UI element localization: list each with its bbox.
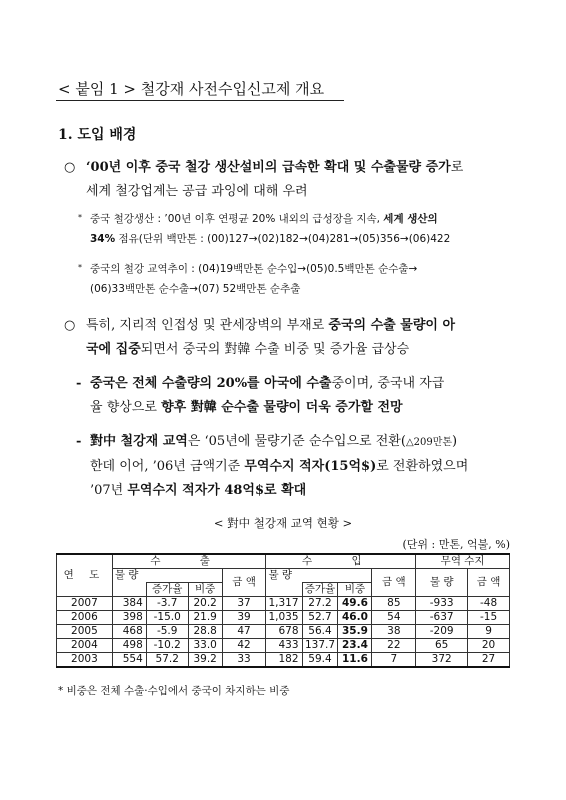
note-2-line-1 [78,258,417,279]
text: 중이며, 중국내 자급 [331,376,445,391]
cell: 56.4 [302,625,338,639]
dash-item-1-line-1 [76,372,444,396]
text: 로 전환하였으며 [376,459,469,474]
text: ) [452,434,458,449]
text: 점유(단위 백만톤 : (00)127→(02)182→(04)281→(05)356→(06)422 [115,233,451,245]
note-2-line-2: (06)33백만톤 순수출→(07) 52백만톤 순추출 [90,283,301,295]
header-blank [112,583,146,597]
emphasis-text: 무역수지 적자(15억$) [244,459,377,474]
header-export-amount: 금 액 [222,569,266,597]
header-text: 연 도 [63,569,106,581]
emphasis-text: 세계 생산의 [383,213,438,225]
cell: 554 [112,653,146,668]
cell: 33 [222,653,266,668]
trade-table [56,553,510,668]
emphasis-text: 對中 철강재 교역 [90,434,188,449]
cell: 28.8 [188,625,222,639]
note-1 [78,208,450,249]
header-balance-volume: 물 량 [416,569,468,597]
cell-year: 2004 [57,639,113,653]
table-unit: (단위 : 만톤, 억불, %) [402,538,510,551]
text: ’07년 [90,483,128,498]
cell: 182 [266,653,302,668]
cell: -10.2 [146,639,188,653]
dash-item-2-line-3 [76,479,468,503]
cell: 38 [372,625,416,639]
cell: 35.9 [338,625,372,639]
cell: -3.7 [146,597,188,611]
dash-item-2-line-1 [76,430,468,455]
bullet-circle: ○ [64,318,76,333]
header-import-growth: 증가율 [302,583,338,597]
header-import-share: 비중 [338,583,372,597]
cell: 384 [112,597,146,611]
cell: 54 [372,611,416,625]
text: 로 [450,160,464,175]
text: 중국의 철강 교역추이 : (04)19백만톤 순수입→(05)0.5백만톤 순수출→ [90,263,418,275]
header-text: 수 출 [150,555,228,567]
cell: -933 [416,597,468,611]
dash-marker: - [76,376,82,391]
text: 특히, 지리적 인접성 및 관세장벽의 부재로 [86,318,329,333]
header-blank [266,583,302,597]
text: 은 ‘05년에 물량기준 순수입으로 전환( [187,434,406,449]
emphasis-text: 34% [90,233,116,245]
note-1-line-1 [78,208,450,229]
table-row [57,653,510,668]
emphasis-text: 무역수지 적자가 48억$로 확대 [127,483,307,498]
emphasis-text: 향후 對韓 순수출 물량이 더욱 증가할 전망 [161,400,403,415]
cell: -209 [416,625,468,639]
header-import-volume: 물 량 [266,569,372,583]
paragraph-1 [64,156,463,204]
cell: 9 [468,625,510,639]
cell: 22 [372,639,416,653]
cell: 37 [222,597,266,611]
header-text: 수 입 [302,555,380,567]
cell: -637 [416,611,468,625]
table-caption: < 對中 철강재 교역 현황 > [213,516,353,530]
dash-item-2-line-2 [76,455,468,479]
header-export-growth: 증가율 [146,583,188,597]
cell: 23.4 [338,639,372,653]
asterisk: * [78,213,82,222]
header-export-share: 비중 [188,583,222,597]
cell: 85 [372,597,416,611]
cell: 678 [266,625,302,639]
bullet-circle: ○ [64,160,76,175]
cell: 42 [222,639,266,653]
text: 중국 철강생산 : ’00년 이후 연평균 20% 내외의 급성장을 지속, [90,213,384,225]
dash-marker: - [76,434,82,449]
dash-item-2 [76,430,468,503]
paragraph-2 [64,314,455,362]
table-row [57,639,510,653]
asterisk: * [78,263,82,272]
header-year [57,554,113,597]
cell-year: 2006 [57,611,113,625]
title-underline [56,100,344,101]
cell: 137.7 [302,639,338,653]
header-export [112,554,266,569]
cell: 49.6 [338,597,372,611]
cell: 398 [112,611,146,625]
cell: 39 [222,611,266,625]
cell: 433 [266,639,302,653]
cell: 59.4 [302,653,338,668]
header-export-volume: 물 량 [112,569,222,583]
cell: 498 [112,639,146,653]
cell-year: 2005 [57,625,113,639]
note-2 [78,258,417,299]
header-import-amount: 금 액 [372,569,416,597]
cell: 7 [372,653,416,668]
section-heading: 1. 도입 배경 [58,127,137,143]
paragraph-1-line-1 [64,156,463,180]
text: 되면서 중국의 對韓 수출 비중 및 증가율 급상승 [140,342,410,357]
page-title: < 붙임 1 > 철강재 사전수입신고제 개요 [58,80,325,98]
cell-year: 2007 [57,597,113,611]
cell: -15 [468,611,510,625]
cell: 52.7 [302,611,338,625]
header-import [266,554,416,569]
note-1-line-2 [78,229,450,249]
cell: -5.9 [146,625,188,639]
paragraph-2-line-2 [64,338,455,362]
cell: 372 [416,653,468,668]
paragraph-1-line-2: 세계 철강업계는 공급 과잉에 대해 우려 [86,184,308,199]
emphasis-text: ‘00년 이후 중국 철강 생산설비의 급속한 확대 및 수출물량 증가 [86,160,451,175]
cell-year: 2003 [57,653,113,668]
cell: 65 [416,639,468,653]
cell: 11.6 [338,653,372,668]
emphasis-text: 국에 집중 [86,342,141,357]
paragraph-2-line-1 [64,314,455,338]
cell: 39.2 [188,653,222,668]
cell: 46.0 [338,611,372,625]
dash-item-1-line-2 [76,396,444,420]
footnote: * 비중은 전체 수출·수입에서 중국이 차지하는 비중 [58,685,290,697]
cell: 20 [468,639,510,653]
cell: 20.2 [188,597,222,611]
cell: 1,317 [266,597,302,611]
cell: 27.2 [302,597,338,611]
emphasis-text: 중국의 수출 물량이 아 [328,318,456,333]
dash-item-1 [76,372,444,420]
cell: -48 [468,597,510,611]
cell: 33.0 [188,639,222,653]
small-text: △209만톤 [405,437,453,448]
cell: 47 [222,625,266,639]
cell: 27 [468,653,510,668]
cell: 21.9 [188,611,222,625]
cell: -15.0 [146,611,188,625]
text: 한데 이어, ’06년 금액기준 [90,459,245,474]
cell: 468 [112,625,146,639]
cell: 57.2 [146,653,188,668]
header-balance: 무역 수지 [416,554,510,569]
text: 율 향상으로 [90,400,162,415]
emphasis-text: 중국은 전체 수출량의 20%를 아국에 수출 [90,376,332,391]
table-row [57,625,510,639]
table-row [57,597,510,611]
cell: 1,035 [266,611,302,625]
header-balance-amount: 금 액 [468,569,510,597]
table-row [57,611,510,625]
